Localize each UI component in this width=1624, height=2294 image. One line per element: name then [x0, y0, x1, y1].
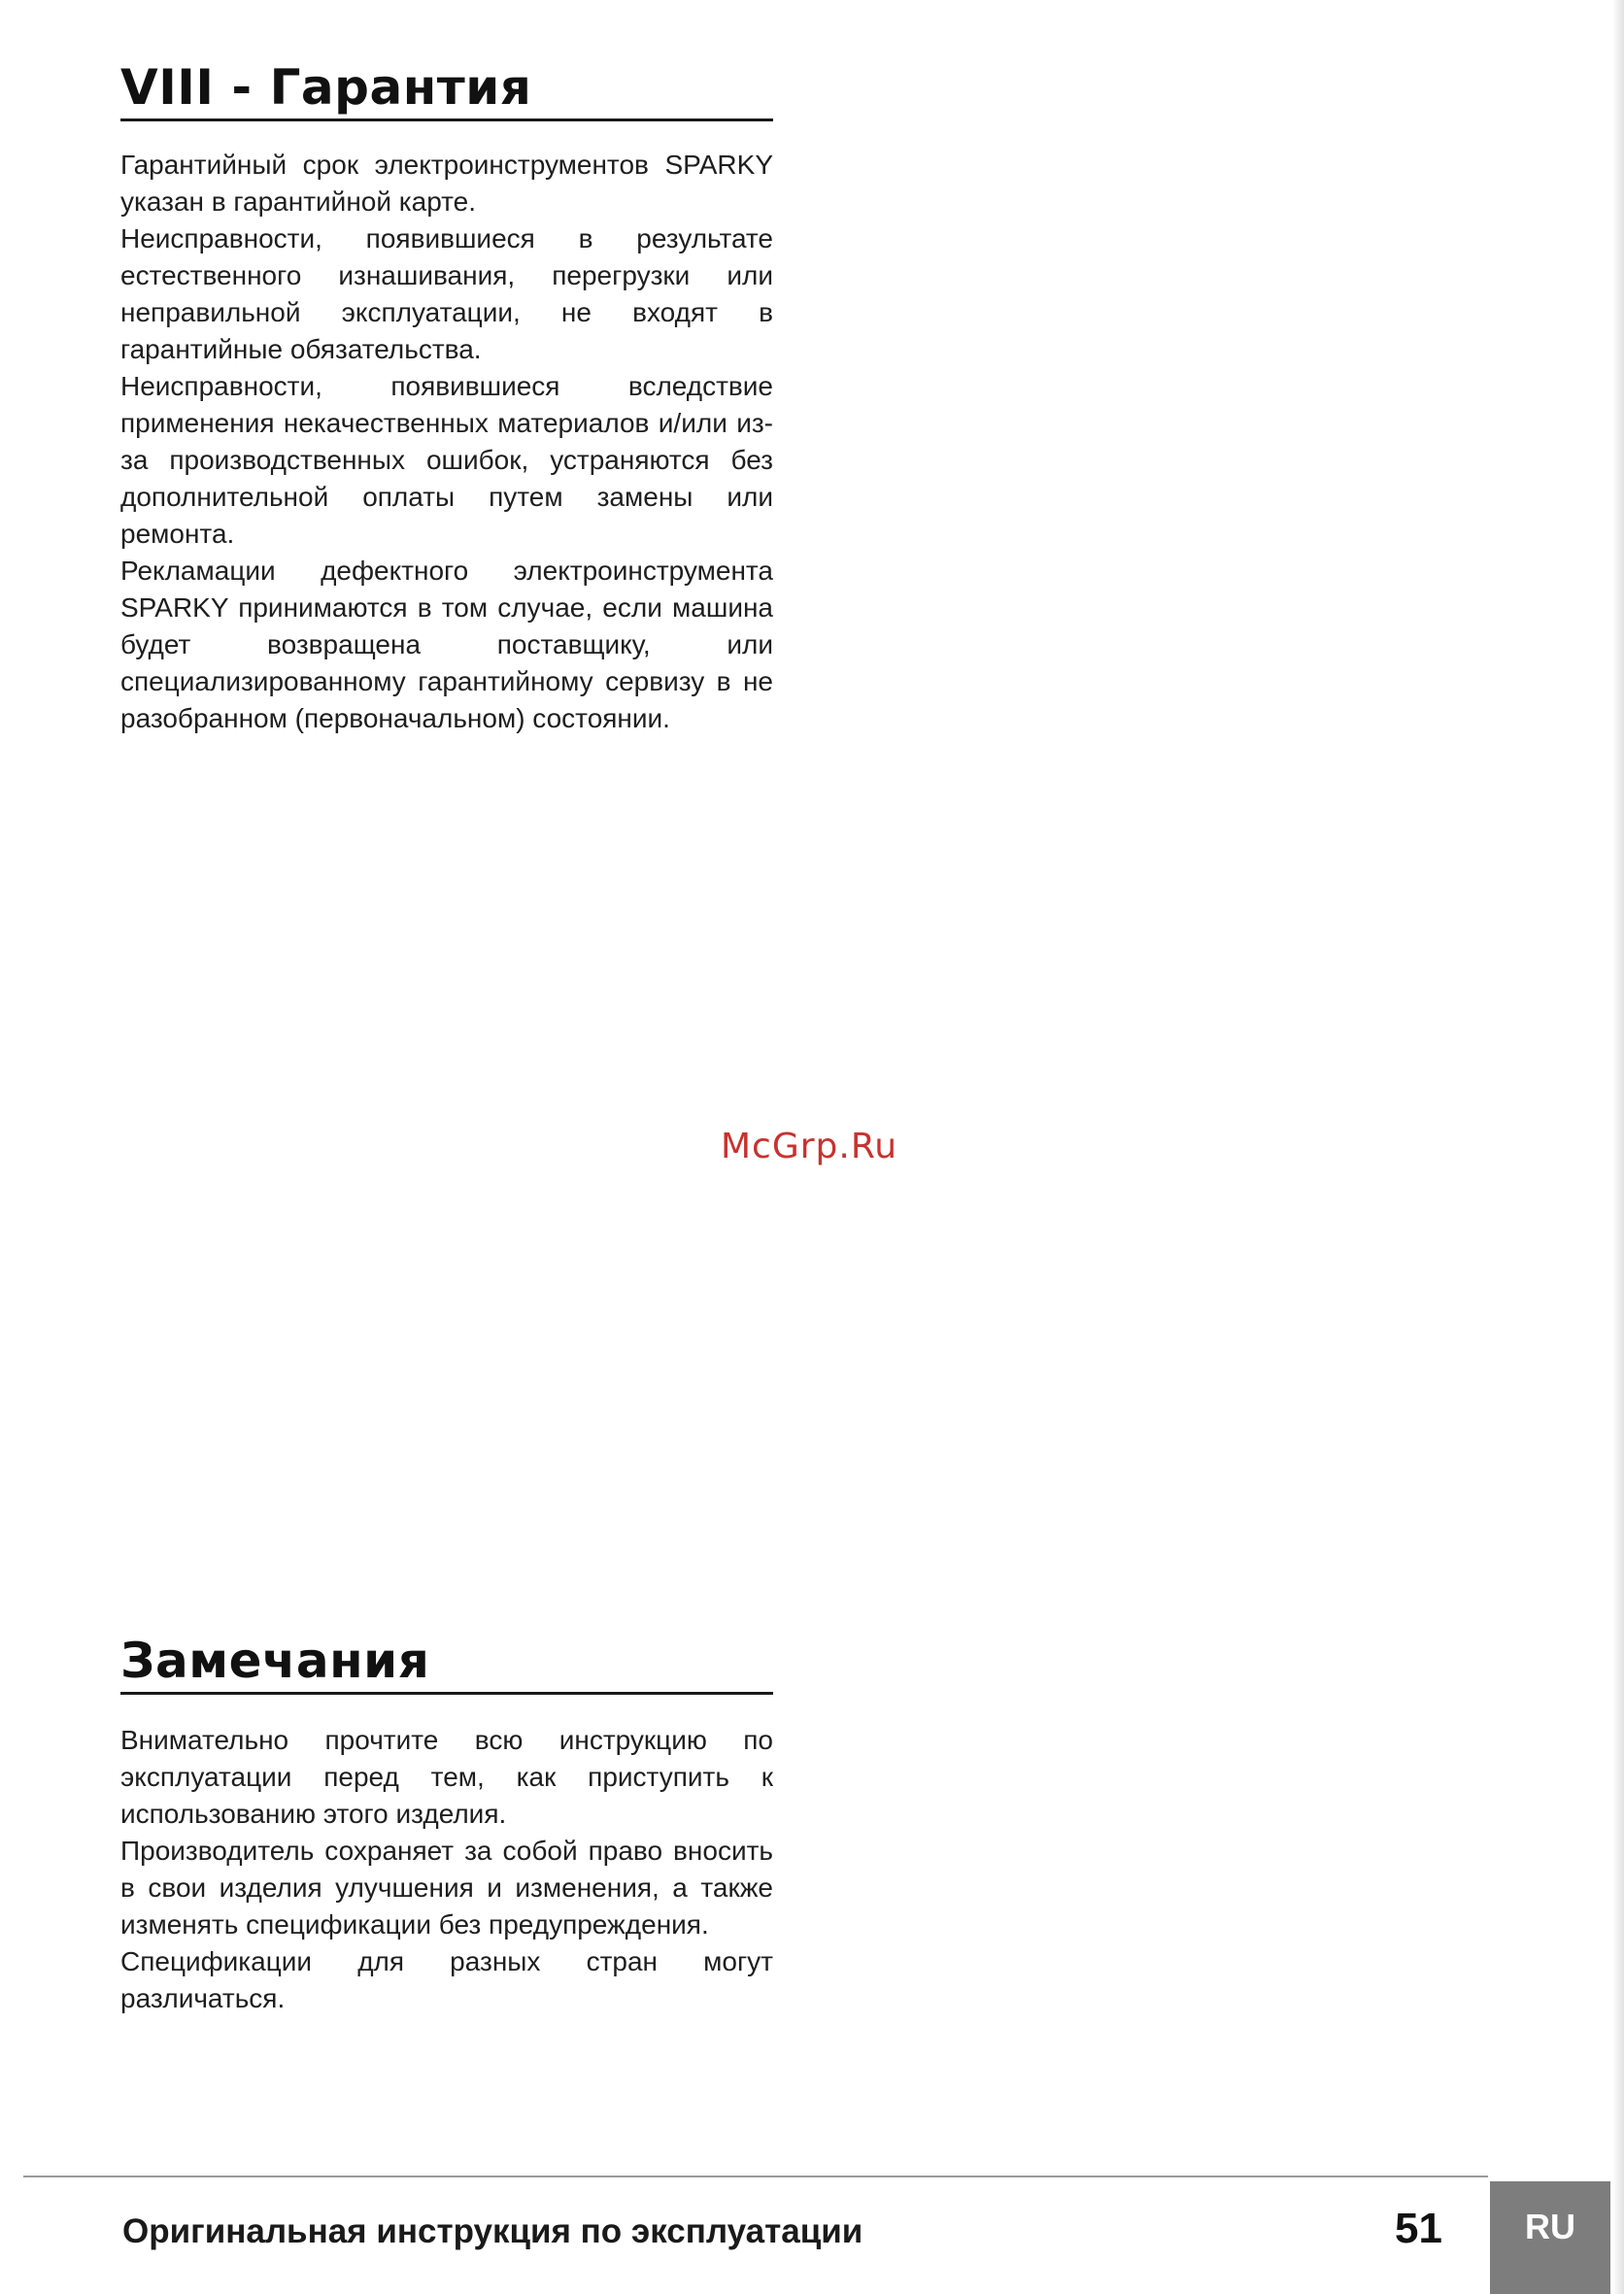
- page-edge-shadow: [1612, 0, 1624, 2294]
- warranty-paragraph: Гарантийный срок электроинструментов SPARKY указан в гарантийной карте.: [120, 150, 773, 217]
- warranty-paragraph: Неисправности, появившиеся вследствие применения некачественных материалов и/или из-за производственных ошибок, устраняются без дополнительной оплаты путем замены или ремонта.: [120, 371, 773, 549]
- notes-paragraph: Спецификации для разных стран могут различаться.: [120, 1946, 773, 2013]
- notes-paragraph: Внимательно прочтите всю инструкцию по эксплуатации перед тем, как приступить к использованию этого изделия.: [120, 1725, 773, 1829]
- language-label: RU: [1525, 2207, 1575, 2246]
- warranty-heading: VIII - Гарантия: [120, 58, 773, 121]
- notes-section: [120, 1632, 773, 2017]
- language-tab: [1490, 2181, 1610, 2294]
- notes-body: [120, 1722, 773, 2017]
- footer-title: Оригинальная инструкция по эксплуатации: [122, 2212, 863, 2250]
- page-number: 51: [1395, 2205, 1442, 2252]
- footer-divider: [23, 2176, 1488, 2177]
- notes-paragraph: Производитель сохраняет за собой право вносить в свои изделия улучшения и изменения, а также изменять спецификации без предупреждения.: [120, 1836, 773, 1940]
- notes-heading: Замечания: [120, 1632, 773, 1695]
- watermark-text: McGrp.Ru: [721, 1127, 898, 1166]
- warranty-section: [120, 58, 773, 737]
- warranty-paragraph: Рекламации дефектного электроинструмента SPARKY принимаются в том случае, если машина будет возвращена поставщику, или специализированному гарантийному сервизу в не разобранном (первоначальном) состоянии.: [120, 556, 773, 733]
- warranty-body: [120, 147, 773, 737]
- warranty-paragraph: Неисправности, появившиеся в результате естественного изнашивания, перегрузки или неправильной эксплуатации, не входят в гарантийные обязательства.: [120, 223, 773, 364]
